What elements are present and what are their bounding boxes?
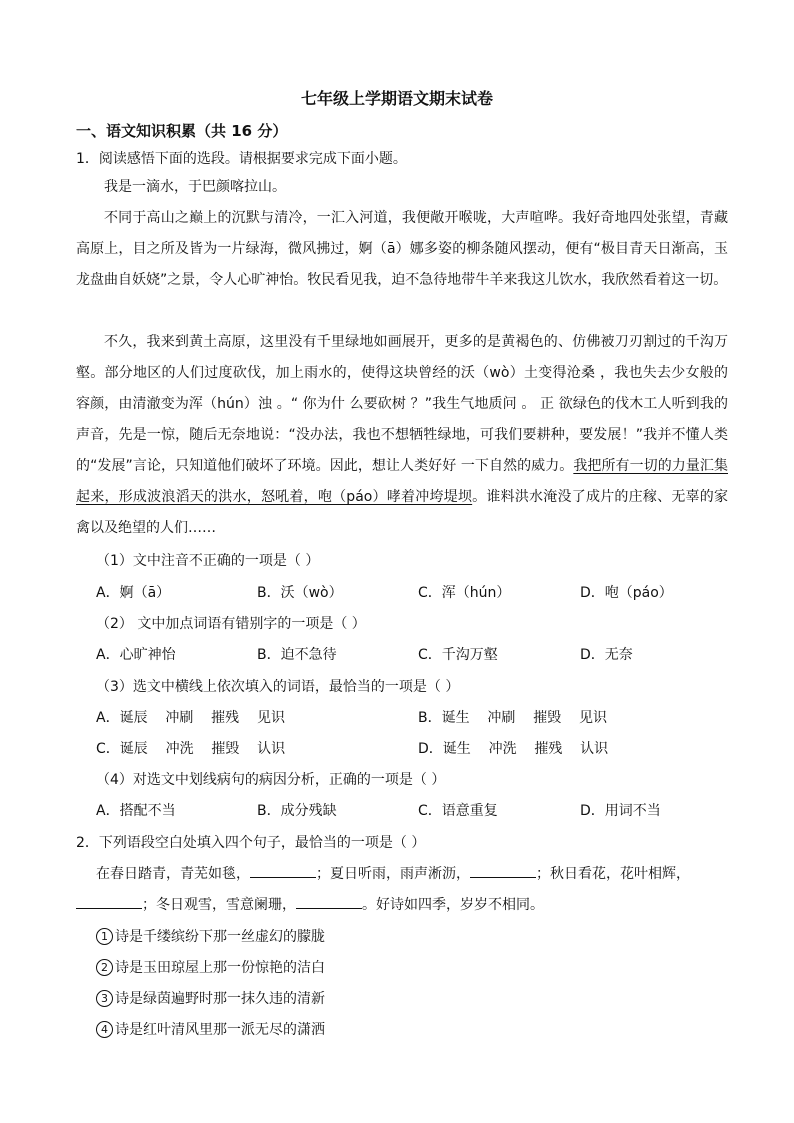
sub-question-3: （3）选文中横线上依次填入的词语，最恰当的一项是（ ）: [96, 679, 460, 695]
passage-paragraph-3: [76, 327, 728, 544]
text-segment: 在春日踏青，青芜如毯，: [96, 866, 250, 882]
passage-text: 不久，我来到黄土高原，这里没有千里绿地如画展开，更多的是黄褐色的、仿佛被刀刃割过的千沟万壑。部分地区的人们过度砍伐，加上雨水的，使得这块曾经的沃（wò）土变得沧桑 ，我也失去少女般的容颜，由清澈变为浑（hún）浊 。“ 你为什 么要砍树 ？”我生气地质问 。 正 欲绿色的伐木工人听到我的声音，先是一惊，随后无奈地说：“没办法，我也不想牺牲绿地，可我们要耕种，要发展！”我并不懂人类的“发展”言论，只知道他们破坏了环境。因此，想让人类好好 一下自然的威力。: [76, 334, 728, 474]
option-a[interactable]: A．搭配不当: [96, 803, 176, 819]
text-segment: ；冬日观雪，雪意阑珊，: [142, 897, 296, 913]
sub-question-2: （2） 文中加点词语有错别字的一项是（ ）: [96, 616, 366, 632]
question-2-text-line-1: [96, 863, 690, 883]
underlined-sentence: 我把所有一切的力量汇集起来，形成波浪滔天的洪水，怒吼着，咆（páo）哮着冲垮堤坝: [76, 458, 728, 505]
page-title: 七年级上学期语文期末试卷: [300, 89, 493, 108]
list-item: [96, 957, 325, 977]
list-item: [96, 1019, 325, 1039]
circled-number: 1: [96, 928, 113, 945]
circled-number: 3: [96, 990, 113, 1007]
list-item: [96, 926, 325, 946]
option-a[interactable]: A．心旷神怡: [96, 647, 176, 663]
option-a[interactable]: A．婀（ā）: [96, 585, 171, 601]
option-d[interactable]: D．无奈: [580, 647, 633, 663]
option-d[interactable]: D．诞生 冲洗 摧残 认识: [418, 741, 609, 757]
option-c[interactable]: C．千沟万壑: [418, 647, 498, 663]
fill-blank: [296, 894, 362, 909]
section-heading: 一、语文知识积累（共 16 分）: [76, 122, 288, 140]
circled-number: 4: [96, 1021, 113, 1038]
sub-question-1: （1）文中注音不正确的一项是（ ）: [96, 553, 320, 569]
passage-paragraph-2: 不同于高山之巅上的沉默与清冷，一汇入河道，我便敞开喉咙，大声喧哗。我好奇地四处张望，青藏高原上，目之所及皆为一片绿海，微风拂过，婀（ā）娜多姿的柳条随风摆动，便有“极目青天日渐高，玉龙盘曲自妖娆”之景，令人心旷神怡。牧民看见我，迫不急待地带牛羊来我这儿饮水，我欣然看着这一切。: [76, 210, 728, 288]
option-c[interactable]: C．语意重复: [418, 803, 498, 819]
question-1-stem: 1．阅读感悟下面的选段。请根据要求完成下面小题。: [76, 151, 407, 167]
question-2-stem: 2．下列语段空白处填入四个句子，最恰当的一项是（ ）: [76, 835, 426, 851]
option-b[interactable]: B．成分残缺: [257, 803, 337, 819]
option-b[interactable]: B．迫不急待: [257, 647, 337, 663]
passage-paragraph-1: 我是一滴水，于巴颜喀拉山。: [104, 179, 286, 195]
option-c[interactable]: C．诞辰 冲洗 摧毁 认识: [96, 741, 286, 757]
passage-text: 。谁料洪水淹没了成片的庄稼、无辜的家禽以及绝望的人们……: [76, 489, 729, 536]
fill-blank: [470, 863, 536, 878]
option-b[interactable]: B．沃（wò）: [257, 585, 343, 601]
option-a[interactable]: A．诞辰 冲刷 摧残 见识: [96, 710, 285, 726]
text-segment: ；秋日看花，花叶相辉，: [536, 866, 690, 882]
circled-number: 2: [96, 959, 113, 976]
list-item-text: 诗是红叶清风里那一派无尽的潇洒: [115, 1022, 325, 1038]
fill-blank: [250, 863, 316, 878]
list-item: [96, 988, 325, 1008]
option-c[interactable]: C．浑（hún）: [418, 585, 511, 601]
question-2-text-line-2: [76, 894, 544, 914]
list-item-text: 诗是千缕缤纷下那一丝虚幻的朦胧: [115, 929, 325, 945]
list-item-text: 诗是绿茵遍野时那一抹久违的清新: [115, 991, 325, 1007]
option-d[interactable]: D．用词不当: [580, 803, 661, 819]
text-segment: ；夏日听雨，雨声淅沥，: [316, 866, 470, 882]
sub-question-4: （4）对选文中划线病句的病因分析，正确的一项是（ ）: [96, 772, 446, 788]
text-segment: 。好诗如四季，岁岁不相同。: [362, 897, 544, 913]
option-b[interactable]: B．诞生 冲刷 摧毁 见识: [418, 710, 608, 726]
fill-blank: [76, 894, 142, 909]
list-item-text: 诗是玉田琼屋上那一份惊艳的洁白: [115, 960, 325, 976]
option-d[interactable]: D．咆（páo）: [580, 585, 673, 601]
